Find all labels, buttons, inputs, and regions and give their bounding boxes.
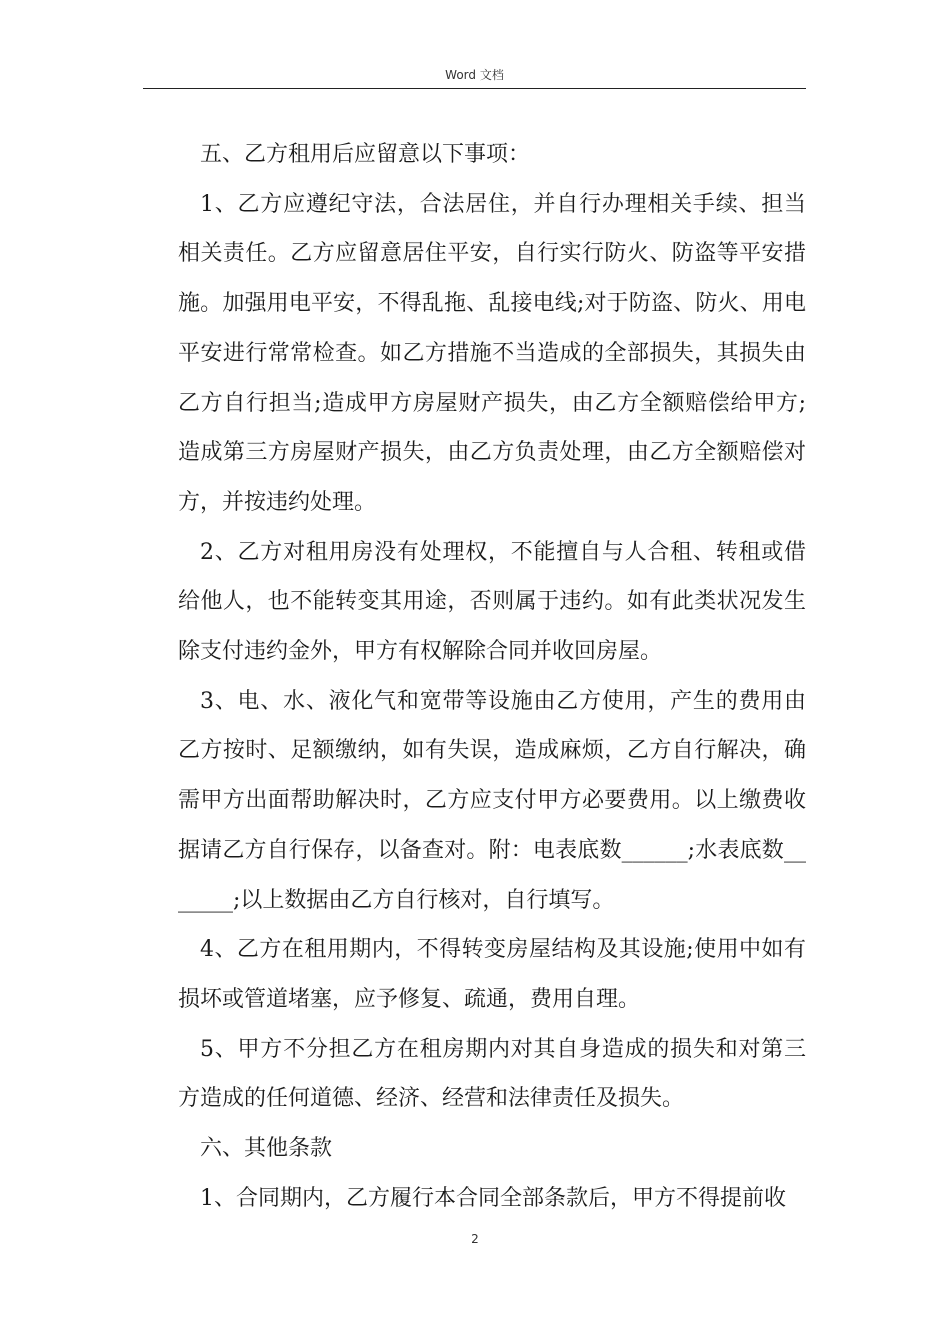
clause-5-2: 2、乙方对租用房没有处理权，不能擅自与人合租、转租或借给他人，也不能转变其用途，否则属于违约。如有此类状况发生除支付违约金外，甲方有权解除合同并收回房屋。 [178,539,806,665]
page-header: Word 文档 [445,68,504,82]
clause-5-5: 5、甲方不分担乙方在租房期内对其自身造成的损失和对第三方造成的任何道德、经济、经营和法律责任及损失。 [178,1036,806,1112]
document-body [178,130,806,1223]
clause-6-1: 1、合同期内，乙方履行本合同全部条款后，甲方不得提前收 [200,1185,786,1211]
header-divider [143,88,806,89]
clause-5-1: 1、乙方应遵纪守法，合法居住，并自行办理相关手续、担当相关责任。乙方应留意居住平安，自行实行防火、防盗等平安措施。加强用电平安，不得乱拖、乱接电线;对于防盗、防火、用电平安进行常常检查。如乙方措施不当造成的全部损失，其损失由乙方自行担当;造成甲方房屋财产损失，由乙方全额赔偿给甲方;造成第三方房屋财产损失，由乙方负责处理，由乙方全额赔偿对方，并按违约处理。 [178,191,806,515]
clause-5-3: 3、电、水、液化气和宽带等设施由乙方使用，产生的费用由乙方按时、足额缴纳，如有失误，造成麻烦，乙方自行解决，确需甲方出面帮助解决时，乙方应支付甲方必要费用。以上缴费收据请乙方自行保存，以备查对。附：电表底数______;水表底数_______;以上数据由乙方自行核对，自行填写。 [178,688,806,913]
section-heading-5: 五、乙方租用后应留意以下事项： [200,142,531,167]
clause-5-4: 4、乙方在租用期内，不得转变房屋结构及其设施;使用中如有损坏或管道堵塞，应予修复、疏通，费用自理。 [178,937,806,1012]
page-number: 2 [471,1232,479,1246]
section-heading-6: 六、其他条款 [200,1136,333,1162]
